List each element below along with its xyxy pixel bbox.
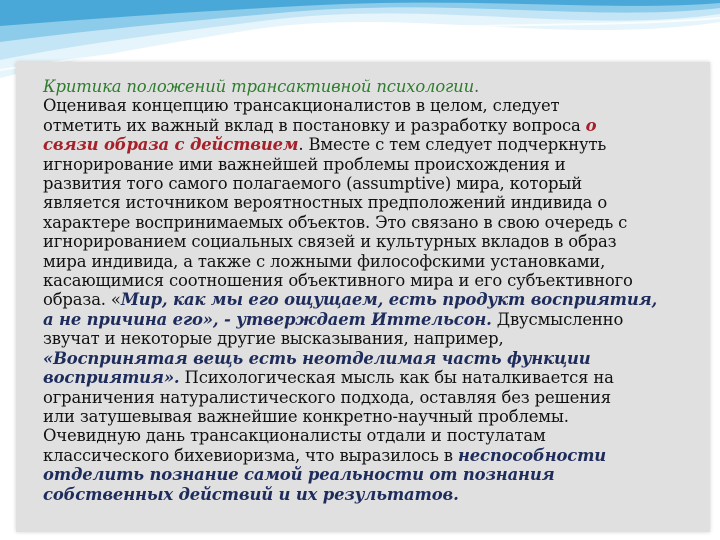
- emphasis-run: «Воспринятая вещь есть неотделимая часть функции: [43, 348, 591, 368]
- text-run: образа. «: [43, 290, 121, 310]
- emphasis-run: отделить познание самой реальности от познания: [43, 465, 555, 485]
- emphasis-run: неспособности: [457, 445, 607, 465]
- text-line: [43, 426, 693, 445]
- text-line: [43, 349, 693, 368]
- text-line: [43, 329, 693, 348]
- text-run: Оценивая концепцию трансакционалистов в целом, следует: [43, 96, 560, 116]
- text-run: является источником вероятностных предположений индивида о: [43, 193, 608, 213]
- text-line: [43, 116, 693, 135]
- text-run: ограничения натуралистического подхода, оставляя без решения: [43, 387, 611, 407]
- text-run: мира индивида, а также с ложными философскими установками,: [43, 251, 606, 271]
- text-line: [43, 290, 693, 309]
- emphasis-run: Критика положений трансактивной психологии: [43, 77, 474, 96]
- emphasis-run: собственных действий и их результатов.: [43, 484, 459, 504]
- text-run: игнорирование ими важнейшей проблемы происхождения и: [43, 154, 566, 174]
- text-run: Двусмысленно: [491, 309, 624, 329]
- text-line: [43, 174, 693, 193]
- text-line: [43, 77, 693, 96]
- text-line: [43, 310, 693, 329]
- text-line: [43, 252, 693, 271]
- text-line: [43, 368, 693, 387]
- text-run: характере воспринимаемых объектов. Это связано в свою очередь с: [43, 212, 628, 232]
- text-line: [43, 271, 693, 290]
- text-line: [43, 465, 693, 484]
- text-line: [43, 485, 693, 504]
- text-run: касающимися соотношения объективного мира и его субъективного: [43, 271, 633, 291]
- text-line: [43, 232, 693, 251]
- text-run: или затушевывая важнейшие конкретно-научный проблемы.: [43, 406, 569, 426]
- text-run: Психологическая мысль как бы наталкивается на: [179, 368, 614, 388]
- text-run: отметить их важный вклад в постановку и разработку вопроса: [43, 115, 586, 135]
- emphasis-run: а не причина его», - утверждает Иттельсон.: [43, 309, 492, 329]
- text-line: [43, 446, 693, 465]
- text-run: развития того самого полагаемого (assumptive) мира, который: [43, 174, 583, 194]
- emphasis-run: Мир, как мы его ощущаем, есть продукт восприятия,: [120, 290, 658, 310]
- text-line: [43, 193, 693, 212]
- text-line: [43, 213, 693, 232]
- text-line: [43, 407, 693, 426]
- emphasis-run: .: [474, 77, 480, 96]
- emphasis-run: связи образа с действием: [43, 135, 299, 155]
- text-line: [43, 96, 693, 115]
- text-run: . Вместе с тем следует подчеркнуть: [298, 135, 607, 155]
- text-run: игнорированием социальных связей и культурных вкладов в образ: [43, 232, 617, 252]
- text-run: классического бихевиоризма, что выразилось в: [43, 445, 458, 465]
- text-line: [43, 155, 693, 174]
- text-run: звучат и некоторые другие высказывания, например,: [43, 329, 504, 349]
- emphasis-run: о: [585, 115, 597, 135]
- text-line: [43, 388, 693, 407]
- text-line: [43, 135, 693, 154]
- emphasis-run: восприятия».: [43, 368, 180, 388]
- text-run: Очевидную дань трансакционалисты отдали и постулатам: [43, 426, 546, 446]
- body-text: [43, 77, 693, 504]
